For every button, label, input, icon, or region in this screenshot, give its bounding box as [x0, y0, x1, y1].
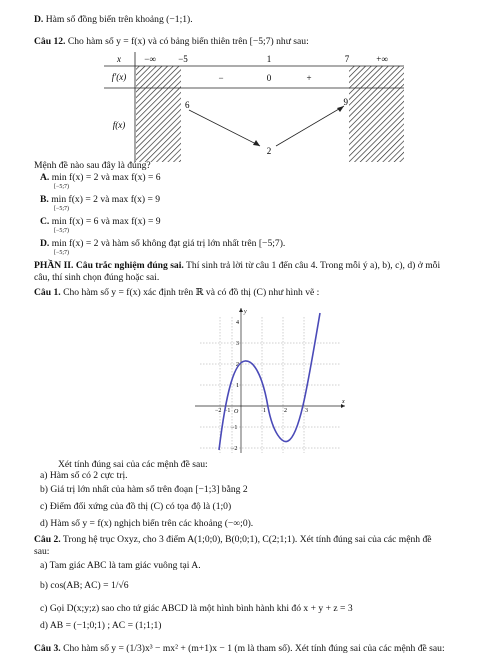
c1-stem	[34, 287, 319, 299]
axis-y-label: y	[244, 309, 247, 315]
c1-item-b[interactable]: b) Giá trị lớn nhất của hàm số trên đoạn [−1;3] bằng 2	[40, 484, 248, 495]
question-text: Cho hàm số y = (1/3)x³ − mx² + (m+1)x − 1 (m là tham số). Xét tính đúng sai của các mệnh đề sau:	[63, 643, 445, 654]
option-label: D.	[40, 238, 50, 249]
part2-heading: PHẦN II. Câu trắc nghiệm đúng sai.	[34, 260, 184, 271]
c2-item-c[interactable]: c) Gọi D(x;y;z) sao cho tứ giác ABCD là một hình bình hành khi đó x + y + z = 3	[40, 603, 353, 614]
y-tick: −1	[231, 425, 238, 431]
option-sub: [−5;7)	[54, 184, 70, 190]
y-tick: 1	[236, 383, 239, 389]
option-text: min f(x) = 6 và max f(x) = 9	[51, 216, 161, 227]
option-sub: [−5;7)	[54, 228, 70, 234]
x-value: 1	[266, 54, 272, 64]
c2-item-a[interactable]: a) Tam giác ABC là tam giác vuông tại A.	[40, 560, 201, 571]
c1-intro: Xét tính đúng sai của các mệnh đề sau:	[58, 459, 208, 470]
q12-prompt: Mệnh đề nào sau đây là đúng?	[34, 160, 151, 171]
sign-plus: +	[306, 73, 312, 83]
prev-option-d	[34, 14, 193, 26]
axis-x-label: x	[342, 399, 345, 405]
x-tick: 3	[305, 408, 308, 414]
question-text: Cho hàm số y = f(x) và có bảng biến thiên trên [−5;7) như sau:	[67, 36, 309, 47]
option-label: C.	[40, 216, 50, 227]
function-graph	[190, 303, 350, 457]
y-tick: 3	[236, 341, 239, 347]
option-d[interactable]	[40, 238, 285, 250]
c2-item-b[interactable]: b) cos(AB; AC) = 1/√6	[40, 580, 129, 591]
f-value: 2	[266, 146, 272, 156]
c1-item-a[interactable]: a) Hàm số có 2 cực trị.	[40, 470, 128, 481]
question-label: Câu 12.	[34, 36, 66, 47]
x-value: +∞	[376, 54, 388, 64]
y-tick: 2	[236, 362, 239, 368]
option-text: min f(x) = 2 và max f(x) = 9	[51, 194, 161, 205]
q12-stem	[34, 36, 309, 48]
option-text: min f(x) = 2 và max f(x) = 6	[51, 172, 161, 183]
question-text: Trong hệ trục Oxyz, cho 3 điểm A(1;0;0), B(0;0;1), C(2;1;1). Xét tính đúng sai của các mệnh đề	[62, 534, 432, 545]
y-tick: −2	[231, 446, 238, 452]
origin-label: O	[234, 409, 239, 415]
x-value: −∞	[144, 54, 156, 64]
y-tick: 4	[236, 320, 239, 326]
variation-table	[104, 50, 404, 162]
row-label-x: x	[117, 54, 121, 64]
x-tick: 1	[263, 408, 266, 414]
option-label: D.	[34, 14, 44, 25]
sign-minus: −	[218, 73, 224, 83]
option-sub: [−5;7)	[54, 250, 70, 256]
x-tick: 2	[284, 408, 287, 414]
c2-stem	[34, 534, 432, 546]
x-value: 7	[344, 54, 350, 64]
option-label: B.	[40, 194, 49, 205]
f-value: 6	[185, 100, 190, 110]
question-label: Câu 2.	[34, 534, 61, 545]
c1-item-d[interactable]: d) Hàm số y = f(x) nghịch biến trên các khoảng (−∞;0).	[40, 518, 254, 529]
question-label: Câu 3.	[34, 643, 61, 654]
option-text: min f(x) = 2 và hàm số không đạt giá trị lớn nhất trên [−5;7).	[51, 238, 286, 249]
part2-intro: Thí sinh trả lời từ câu 1 đến câu 4. Trong mỗi ý a), b), c), d) ở mỗi	[186, 260, 441, 271]
option-text: Hàm số đồng biến trên khoảng (−1;1).	[45, 14, 193, 25]
question-text: Cho hàm số y = f(x) xác định trên ℝ và có đồ thị (C) như hình vẽ :	[63, 287, 320, 298]
c1-item-c[interactable]: c) Điểm đối xứng của đồ thị (C) có tọa độ là (1;0)	[40, 501, 232, 512]
part2-intro-2: câu, thí sinh chọn đúng hoặc sai.	[34, 272, 160, 283]
c2-stem-2: sau:	[34, 546, 50, 557]
option-label: A.	[40, 172, 50, 183]
x-value: −5	[178, 54, 188, 64]
row-label-f: f(x)	[112, 120, 126, 130]
f-value: 9	[343, 97, 348, 107]
x-tick: −1	[224, 408, 231, 414]
row-label-fprime: f'(x)	[111, 72, 127, 82]
question-label: Câu 1.	[34, 287, 61, 298]
sign-zero: 0	[266, 73, 272, 83]
part2-heading-line	[34, 260, 440, 272]
x-tick: −2	[215, 408, 222, 414]
option-sub: [−5;7)	[54, 206, 70, 212]
c2-item-d[interactable]: d) AB = (−1;0;1) ; AC = (1;1;1)	[40, 620, 162, 631]
c3-stem	[34, 643, 445, 655]
